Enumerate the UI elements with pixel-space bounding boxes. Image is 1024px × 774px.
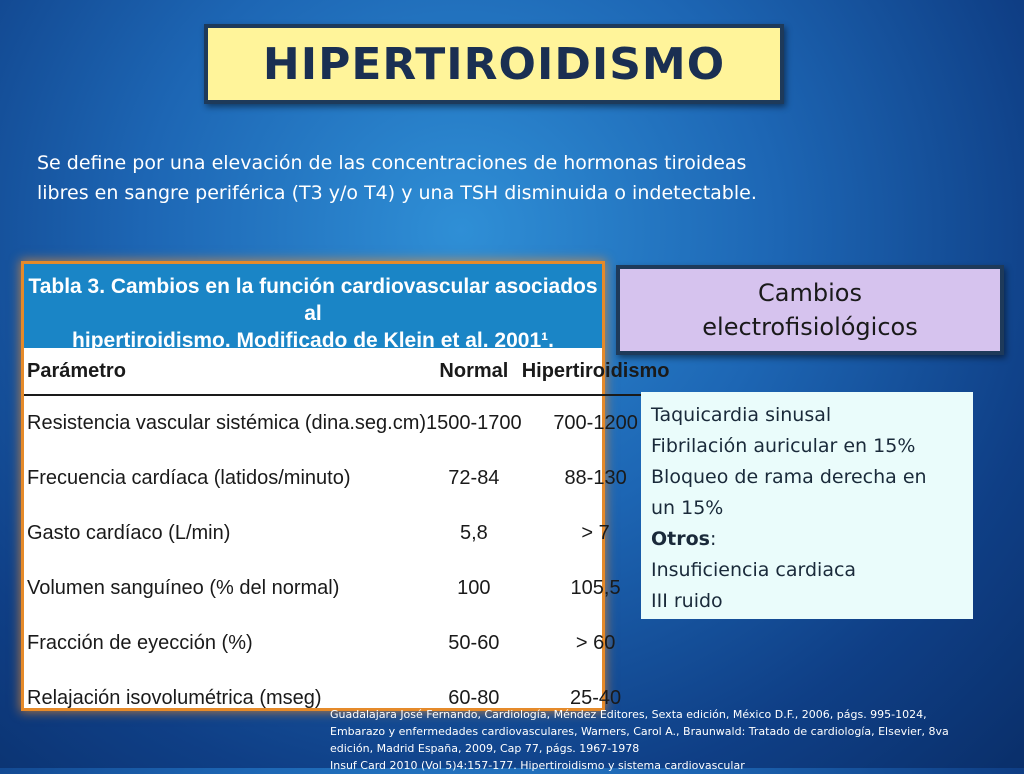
table-header-row <box>24 348 669 395</box>
table-row <box>24 506 669 561</box>
header-parametro: Parámetro <box>24 348 426 395</box>
cell-normal: 100 <box>457 577 491 599</box>
cell-parameter: Fracción de eyección (%) <box>27 632 253 654</box>
table-row <box>24 616 669 671</box>
list-item-continuation: un 15% <box>651 497 724 519</box>
table-caption-line: hipertiroidismo. Modificado de Klein et al. 2001¹. <box>72 329 554 352</box>
cell-normal: 50-60 <box>448 632 500 654</box>
title-box <box>204 24 784 104</box>
cell-hyper: 700-1200 <box>553 412 638 434</box>
reference-line: Embarazo y enfermedades cardiovasculares, Warners, Carol A., Braunwald: Tratado de cardiología, Elsevier, 8va <box>330 725 949 738</box>
electrophysiological-changes-heading <box>616 265 1004 355</box>
list-item: Fibrilación auricular en 15% <box>651 435 916 457</box>
otros-colon: : <box>709 528 717 550</box>
cardiovascular-table <box>24 264 670 709</box>
cell-hyper: > 7 <box>581 522 610 544</box>
cell-parameter: Resistencia vascular sistémica (dina.seg.cm) <box>27 412 427 434</box>
cell-hyper: 88-130 <box>564 467 627 489</box>
table-row <box>24 451 669 506</box>
heading-line: Cambios <box>758 279 862 307</box>
list-item: Insuficiencia cardiaca <box>651 559 857 581</box>
cell-hyper: 105,5 <box>570 577 621 599</box>
table-caption <box>24 264 602 352</box>
electrophysiological-changes-list <box>641 392 973 619</box>
reference-line: Insuf Card 2010 (Vol 5)4:157-177. Hipertiroidismo y sistema cardiovascular <box>330 759 745 772</box>
data-table <box>24 348 669 726</box>
table-caption-line: Tabla 3. Cambios en la función cardiovascular asociados al <box>28 275 598 325</box>
header-hipertiroidismo: Hipertiroidismo <box>522 348 670 395</box>
cell-hyper: > 60 <box>575 632 616 654</box>
page-title: HIPERTIROIDISMO <box>262 38 726 90</box>
list-item: III ruido <box>651 590 723 612</box>
table-row <box>24 395 669 451</box>
definition-line: Se define por una elevación de las concentraciones de hormonas tiroideas <box>37 152 747 174</box>
table-row <box>24 561 669 616</box>
definition-line: libres en sangre periférica (T3 y/o T4) y una TSH disminuida o indetectable. <box>37 182 757 204</box>
heading-line: electrofisiológicos <box>702 313 918 341</box>
cell-normal: 5,8 <box>459 522 488 544</box>
list-item: Taquicardia sinusal <box>651 404 832 426</box>
cell-normal: 60-80 <box>448 687 500 709</box>
references <box>330 706 1010 774</box>
reference-line: Guadalajara José Fernando, Cardiología, Méndez Editores, Sexta edición, México D.F., 2006, págs. 995-1024, <box>330 708 927 721</box>
reference-line: edición, Madrid España, 2009, Cap 77, págs. 1967-1978 <box>330 742 640 755</box>
otros-label: Otros <box>651 528 710 550</box>
otros-label-line <box>651 524 963 555</box>
cell-hyper: 25-40 <box>570 687 622 709</box>
cell-parameter: Relajación isovolumétrica (mseg) <box>27 687 322 709</box>
cell-normal: 1500-1700 <box>426 412 522 434</box>
list-item: Bloqueo de rama derecha en <box>651 466 927 488</box>
cell-parameter: Volumen sanguíneo (% del normal) <box>27 577 340 599</box>
cell-parameter: Frecuencia cardíaca (latidos/minuto) <box>27 467 351 489</box>
header-normal: Normal <box>426 348 522 395</box>
definition-text <box>37 148 837 208</box>
cell-parameter: Gasto cardíaco (L/min) <box>27 522 231 544</box>
cell-normal: 72-84 <box>448 467 500 489</box>
